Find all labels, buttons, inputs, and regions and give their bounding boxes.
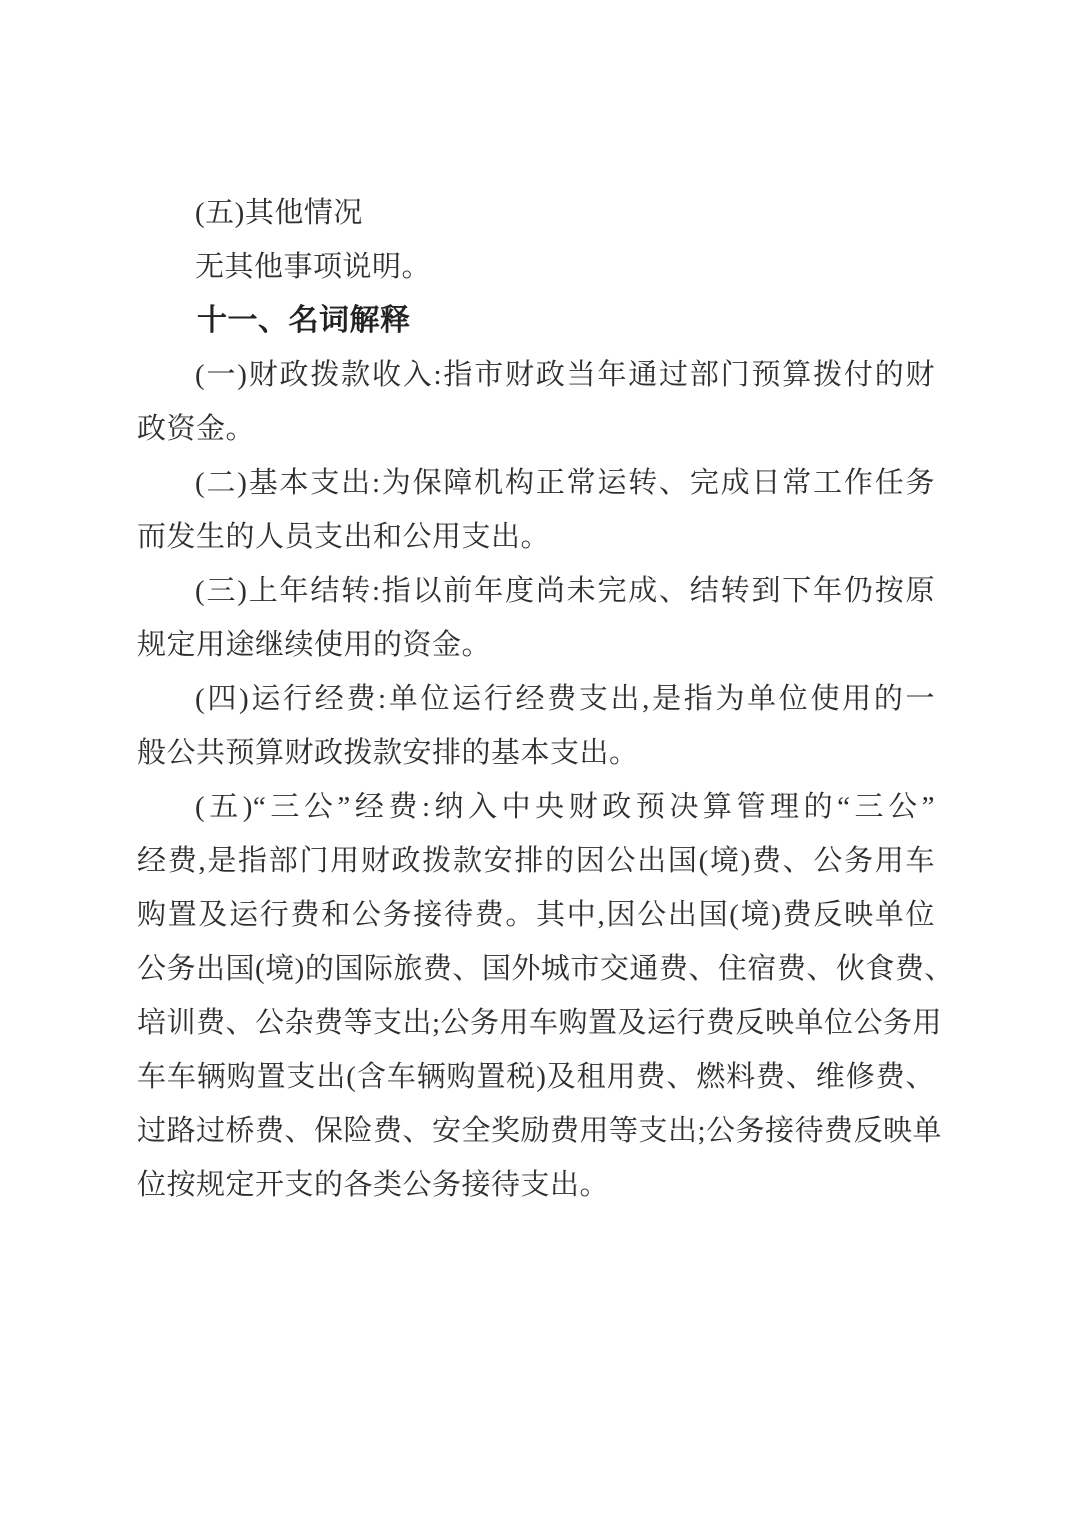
text-line: 购置及运行费和公务接待费。其中,因公出国(境)费反映单位 (137, 899, 935, 931)
text-line: (五)“三公”经费:纳入中央财政预决算管理的“三公” (195, 791, 935, 823)
text-line: (四)运行经费:单位运行经费支出,是指为单位使用的一 (195, 683, 935, 715)
paragraph (137, 564, 935, 672)
text-line: 规定用途继续使用的资金。 (137, 629, 492, 661)
paragraph (137, 780, 954, 1212)
paragraph (137, 672, 935, 780)
text-line: 培训费、公杂费等支出;公务用车购置及运行费反映单位公务用 (137, 1007, 943, 1039)
paragraph (137, 240, 935, 294)
section-heading (137, 294, 935, 348)
text-line: 经费,是指部门用财政拨款安排的因公出国(境)费、公务用车 (137, 845, 935, 877)
text-line: (二)基本支出:为保障机构正常运转、完成日常工作任务 (195, 467, 935, 499)
text-line: 无其他事项说明。 (195, 251, 432, 283)
text-line: 而发生的人员支出和公用支出。 (137, 521, 551, 553)
text-block (137, 186, 954, 1212)
text-line: 般公共预算财政拨款安排的基本支出。 (137, 737, 639, 769)
text-line: 车车辆购置支出(含车辆购置税)及租用费、燃料费、维修费、 (137, 1061, 935, 1093)
paragraph (137, 456, 935, 564)
text-line: 公务出国(境)的国际旅费、国外城市交通费、住宿费、伙食费、 (137, 953, 954, 985)
text-line: (三)上年结转:指以前年度尚未完成、结转到下年仍按原 (195, 575, 935, 607)
text-line: 政资金。 (137, 413, 256, 445)
text-line: (一)财政拨款收入:指市财政当年通过部门预算拨付的财 (195, 359, 935, 391)
heading-text-line: 十一、名词解释 (197, 304, 411, 337)
paragraph (137, 186, 935, 240)
paragraph (137, 348, 935, 456)
text-line: 位按规定开支的各类公务接待支出。 (137, 1169, 610, 1201)
text-line: (五)其他情况 (195, 197, 363, 229)
text-line: 过路过桥费、保险费、安全奖励费用等支出;公务接待费反映单 (137, 1115, 943, 1147)
